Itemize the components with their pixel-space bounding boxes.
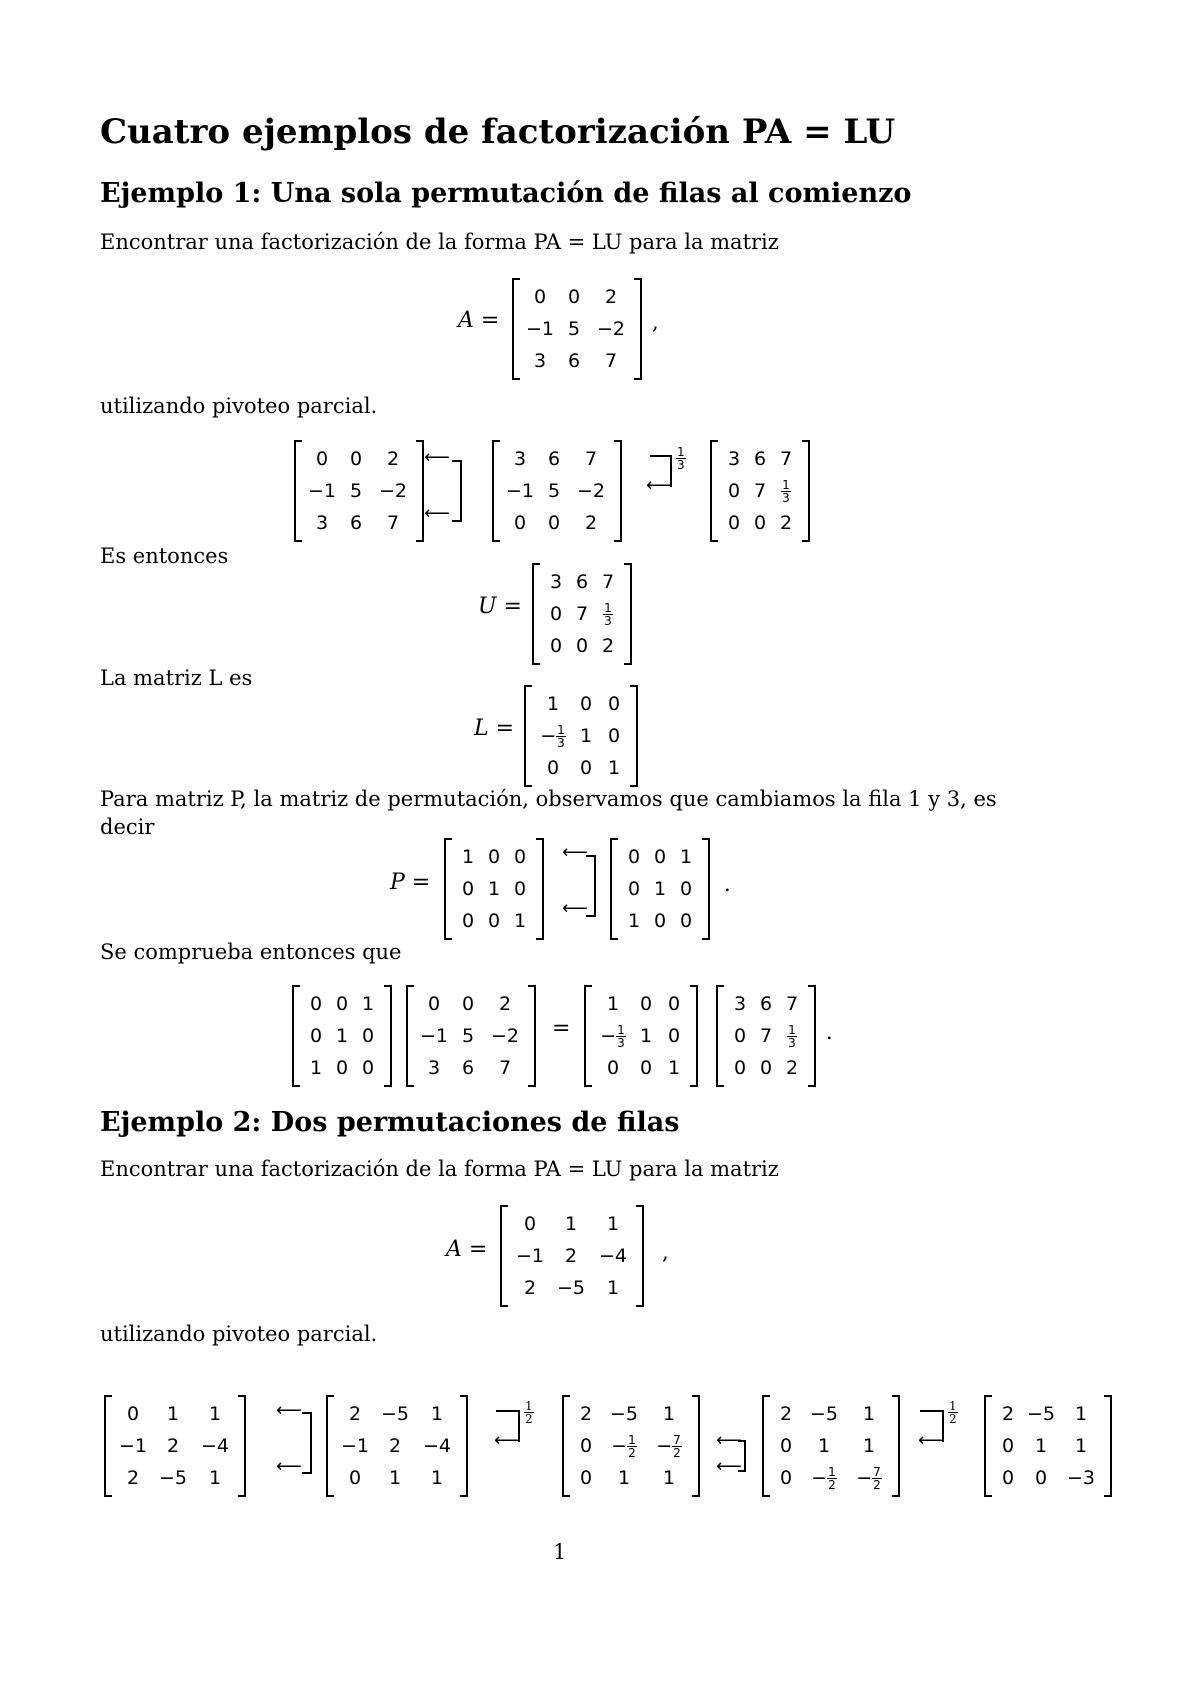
matrix-cell: 7 bbox=[601, 571, 615, 593]
bracket-left bbox=[532, 563, 540, 665]
matrix-cell: 6 bbox=[547, 448, 561, 470]
matrix-cell: −1 bbox=[525, 318, 554, 340]
period-2: . bbox=[826, 1020, 833, 1044]
bracket-left bbox=[492, 440, 500, 542]
matrix-cell: 7 bbox=[753, 480, 767, 502]
matrix-cell: 5 bbox=[547, 480, 561, 502]
matrix-cell: 1 bbox=[606, 1277, 620, 1299]
example-2-heading: Ejemplo 2: Dos permutaciones de filas bbox=[100, 1107, 680, 1138]
bracket-right bbox=[690, 985, 698, 1087]
matrix-step2-ex1 bbox=[492, 440, 622, 542]
matrix-cell: 0 bbox=[579, 757, 593, 779]
matrix-cell: 1 bbox=[617, 1467, 631, 1489]
matrix-cell: 1 bbox=[817, 1435, 831, 1457]
matrix-cell: 0 bbox=[461, 878, 475, 900]
matrix-cell: 3 bbox=[315, 512, 329, 534]
bracket-right bbox=[416, 440, 424, 542]
swap-arrow-top-icon: ⟵ bbox=[424, 447, 450, 468]
row-op2-arrow-icon: ⟵ bbox=[494, 1430, 520, 1451]
matrix-cell: −5 bbox=[380, 1403, 409, 1425]
matrix-cell: 0 bbox=[309, 993, 323, 1015]
matrix-cell: 0 bbox=[315, 448, 329, 470]
matrix-cell: 5 bbox=[461, 1025, 475, 1047]
matrix-cell: 1 bbox=[361, 993, 375, 1015]
matrix-cell: −2 bbox=[490, 1025, 519, 1047]
matrix-cell: 1 bbox=[639, 1025, 653, 1047]
bracket-right bbox=[536, 838, 544, 940]
matrix-cell: 2 bbox=[584, 512, 598, 534]
matrix-cell: 0 bbox=[335, 993, 349, 1015]
matrix-cell: 6 bbox=[461, 1057, 475, 1079]
matrix-cell: 0 bbox=[513, 512, 527, 534]
matrix-cell: 3 bbox=[549, 571, 563, 593]
matrix-cell: 2 bbox=[348, 1403, 362, 1425]
matrix-cell: 2 bbox=[785, 1057, 799, 1079]
matrix-step1-ex2 bbox=[104, 1395, 246, 1497]
matrix-cell: 0 bbox=[639, 993, 653, 1015]
matrix-cell: 7 bbox=[785, 993, 799, 1015]
matrix-cell: 1 bbox=[607, 757, 621, 779]
period: . bbox=[724, 872, 731, 896]
matrix-cell: −5 bbox=[556, 1277, 585, 1299]
label-U: U = bbox=[478, 594, 522, 619]
swap2-arrow-bottom-icon: ⟵ bbox=[276, 1456, 302, 1477]
matrix-cell: 0 bbox=[607, 725, 621, 747]
matrix-cell: 1 bbox=[1074, 1403, 1088, 1425]
bracket-right bbox=[692, 1395, 700, 1497]
matrix-cell: $\frac{1}{3}$ bbox=[788, 1023, 796, 1050]
matrix-cell: $\frac{1}{3}$ bbox=[782, 478, 790, 505]
example-1-intro: Encontrar una factorización de la forma PA = LU para la matriz bbox=[100, 230, 779, 254]
pivot-text-ex2: utilizando pivoteo parcial. bbox=[100, 1322, 378, 1346]
matrix-cell: 5 bbox=[349, 480, 363, 502]
matrix-cell: −2 bbox=[596, 318, 625, 340]
matrix-step3-ex1 bbox=[710, 440, 810, 542]
matrix-cell: −4 bbox=[422, 1435, 451, 1457]
matrix-cell: 0 bbox=[513, 878, 527, 900]
matrix-P bbox=[610, 838, 710, 940]
matrix-cell: 0 bbox=[733, 1057, 747, 1079]
matrix-cell: 0 bbox=[679, 878, 693, 900]
matrix-cell: 0 bbox=[1034, 1467, 1048, 1489]
matrix-cell: 1 bbox=[579, 725, 593, 747]
matrix-cell: 1 bbox=[606, 993, 620, 1015]
matrix-cell: 0 bbox=[753, 512, 767, 534]
bracket-left bbox=[294, 440, 302, 542]
perm-bracket-icon bbox=[586, 855, 596, 917]
matrix-cell: −3 bbox=[1066, 1467, 1095, 1489]
matrix-cell: 7 bbox=[759, 1025, 773, 1047]
matrix-cell: 3 bbox=[533, 350, 547, 372]
matrix-cell: 1 bbox=[208, 1467, 222, 1489]
matrix-cell: 0 bbox=[533, 286, 547, 308]
matrix-cell: 0 bbox=[653, 846, 667, 868]
matrix-cell: 2 bbox=[386, 448, 400, 470]
decir-text: decir bbox=[100, 815, 155, 839]
matrix-A-ex2 bbox=[500, 1205, 644, 1307]
matrix-cell: 1 bbox=[487, 878, 501, 900]
matrix-cell: 0 bbox=[667, 993, 681, 1015]
label-A: A = bbox=[458, 308, 500, 333]
matrix-cell: 1 bbox=[461, 846, 475, 868]
row-op3-label: $\frac{1}{2}$ bbox=[949, 1399, 957, 1426]
matrix-cell: 2 bbox=[523, 1277, 537, 1299]
matrix-cell: 0 bbox=[579, 1467, 593, 1489]
matrix-cell: 1 bbox=[208, 1403, 222, 1425]
bracket-right bbox=[528, 985, 536, 1087]
matrix-cell: 1 bbox=[309, 1057, 323, 1079]
matrix-cell: 1 bbox=[606, 1213, 620, 1235]
row-op-arrow-icon: ⟵ bbox=[646, 475, 672, 496]
bracket-right bbox=[630, 685, 638, 787]
bracket-left bbox=[104, 1395, 112, 1497]
matrix-step2-ex2 bbox=[326, 1395, 468, 1497]
swap3-arrow-top-icon: ⟵ bbox=[716, 1430, 742, 1451]
matrix-cell: 2 bbox=[604, 286, 618, 308]
matrix-cell: −5 bbox=[809, 1403, 838, 1425]
label-L: L = bbox=[474, 716, 515, 741]
matrix-cell: 0 bbox=[667, 1025, 681, 1047]
matrix-cell: −5 bbox=[158, 1467, 187, 1489]
matrix-cell: − $\frac{1}{3}$ bbox=[600, 1023, 625, 1050]
bracket-left bbox=[444, 838, 452, 940]
matrix-A-ex1 bbox=[512, 278, 642, 380]
bracket-right bbox=[702, 838, 710, 940]
bracket-right bbox=[802, 440, 810, 542]
row-op-label: $\frac{1}{3}$ bbox=[677, 445, 685, 472]
matrix-cell: 0 bbox=[348, 1467, 362, 1489]
matrix-cell: 2 bbox=[498, 993, 512, 1015]
matrix-cell: 0 bbox=[427, 993, 441, 1015]
matrix-step5-ex2 bbox=[984, 1395, 1112, 1497]
bracket-left bbox=[326, 1395, 334, 1497]
matrix-cell: − $\frac{1}{3}$ bbox=[540, 723, 565, 750]
matrix-cell: 1 bbox=[564, 1213, 578, 1235]
matrix-cell: 0 bbox=[487, 910, 501, 932]
matrix-cell: 0 bbox=[579, 1435, 593, 1457]
matrix-step1-ex1 bbox=[294, 440, 424, 542]
matrix-cell: 7 bbox=[604, 350, 618, 372]
matrix-cell: −4 bbox=[598, 1245, 627, 1267]
matrix-cell: −1 bbox=[505, 480, 534, 502]
matrix-cell: 1 bbox=[662, 1403, 676, 1425]
label-A-ex2: A = bbox=[446, 1237, 488, 1262]
bracket-right bbox=[614, 440, 622, 542]
bracket-right bbox=[384, 985, 392, 1087]
matrix-cell: −4 bbox=[200, 1435, 229, 1457]
matrix-cell: 0 bbox=[547, 512, 561, 534]
matrix-L bbox=[524, 685, 638, 787]
matrix-cell: 0 bbox=[549, 603, 563, 625]
swap3-bracket-icon bbox=[738, 1440, 746, 1472]
matrix-cell: 1 bbox=[653, 878, 667, 900]
matrix-cell: 7 bbox=[584, 448, 598, 470]
matrix-cell: 1 bbox=[627, 910, 641, 932]
matrix-cell: − $\frac{1}{2}$ bbox=[811, 1465, 836, 1492]
matrix-cell: 2 bbox=[601, 635, 615, 657]
matrix-cell: −1 bbox=[307, 480, 336, 502]
matrix-cell: 2 bbox=[779, 1403, 793, 1425]
matrix-cell: 0 bbox=[759, 1057, 773, 1079]
bracket-right bbox=[634, 278, 642, 380]
verify-U bbox=[716, 985, 816, 1087]
bracket-left bbox=[500, 1205, 508, 1307]
matrix-cell: 1 bbox=[166, 1403, 180, 1425]
bracket-left bbox=[292, 985, 300, 1087]
bracket-right bbox=[1104, 1395, 1112, 1497]
matrix-cell: 1 bbox=[662, 1467, 676, 1489]
bracket-right bbox=[808, 985, 816, 1087]
comma-ex2: , bbox=[662, 1240, 669, 1264]
matrix-cell: 1 bbox=[862, 1403, 876, 1425]
matrix-cell: 0 bbox=[335, 1057, 349, 1079]
row-op2-label: $\frac{1}{2}$ bbox=[525, 1399, 533, 1426]
matrix-cell: 6 bbox=[349, 512, 363, 534]
bracket-right bbox=[460, 1395, 468, 1497]
matrix-cell: 2 bbox=[579, 1403, 593, 1425]
verify-L bbox=[584, 985, 698, 1087]
bracket-left bbox=[710, 440, 718, 542]
bracket-left bbox=[610, 838, 618, 940]
matrix-cell: 0 bbox=[549, 635, 563, 657]
row-op3-arrow-icon: ⟵ bbox=[918, 1430, 944, 1451]
matrix-cell: 0 bbox=[126, 1403, 140, 1425]
bracket-left bbox=[524, 685, 532, 787]
matrix-cell: 1 bbox=[388, 1467, 402, 1489]
matrix-cell: 0 bbox=[546, 757, 560, 779]
comma: , bbox=[652, 310, 659, 334]
matrix-cell: 0 bbox=[461, 993, 475, 1015]
matrix-cell: − $\frac{7}{2}$ bbox=[656, 1433, 681, 1460]
bracket-right bbox=[636, 1205, 644, 1307]
perm-arrow-top-icon: ⟵ bbox=[562, 842, 588, 863]
matrix-cell: 0 bbox=[349, 448, 363, 470]
bracket-left bbox=[716, 985, 724, 1087]
matrix-cell: 0 bbox=[627, 878, 641, 900]
bracket-right bbox=[624, 563, 632, 665]
pivot-text-ex1: utilizando pivoteo parcial. bbox=[100, 394, 378, 418]
matrix-cell: −1 bbox=[515, 1245, 544, 1267]
matrix-cell: 0 bbox=[1001, 1467, 1015, 1489]
matrix-cell: 0 bbox=[309, 1025, 323, 1047]
swap2-arrow-top-icon: ⟵ bbox=[276, 1400, 302, 1421]
matrix-cell: 2 bbox=[1001, 1403, 1015, 1425]
bracket-left bbox=[984, 1395, 992, 1497]
matrix-cell: 6 bbox=[753, 448, 767, 470]
matrix-cell: 7 bbox=[498, 1057, 512, 1079]
matrix-cell: − $\frac{1}{2}$ bbox=[611, 1433, 636, 1460]
matrix-cell: 0 bbox=[733, 1025, 747, 1047]
label-P: P = bbox=[390, 870, 431, 895]
matrix-cell: 1 bbox=[546, 693, 560, 715]
matrix-cell: 0 bbox=[1001, 1435, 1015, 1457]
matrix-cell: 7 bbox=[575, 603, 589, 625]
matrix-cell: −1 bbox=[340, 1435, 369, 1457]
matrix-cell: 1 bbox=[430, 1467, 444, 1489]
matrix-cell: 0 bbox=[361, 1057, 375, 1079]
perm-arrow-bottom-icon: ⟵ bbox=[562, 898, 588, 919]
matrix-cell: 0 bbox=[461, 910, 475, 932]
matrix-cell: 0 bbox=[487, 846, 501, 868]
matrix-cell: −1 bbox=[419, 1025, 448, 1047]
matrix-cell: 0 bbox=[727, 512, 741, 534]
bracket-left bbox=[512, 278, 520, 380]
matrix-cell: 3 bbox=[727, 448, 741, 470]
swap3-arrow-bottom-icon: ⟵ bbox=[716, 1456, 742, 1477]
matrix-cell: 0 bbox=[513, 846, 527, 868]
page-title: Cuatro ejemplos de factorización PA = LU bbox=[100, 112, 896, 152]
matrix-cell: −2 bbox=[576, 480, 605, 502]
matrix-cell: 2 bbox=[126, 1467, 140, 1489]
matrix-cell: −5 bbox=[609, 1403, 638, 1425]
matrix-cell: 0 bbox=[607, 693, 621, 715]
matrix-cell: 1 bbox=[667, 1057, 681, 1079]
example-1-heading: Ejemplo 1: Una sola permutación de filas al comienzo bbox=[100, 178, 912, 209]
matrix-cell: 0 bbox=[653, 910, 667, 932]
matrix-cell: 1 bbox=[430, 1403, 444, 1425]
bracket-left bbox=[406, 985, 414, 1087]
matrix-cell: 6 bbox=[567, 350, 581, 372]
matrix-cell: 1 bbox=[1074, 1435, 1088, 1457]
matrix-cell: 0 bbox=[639, 1057, 653, 1079]
se-comprueba: Se comprueba entonces que bbox=[100, 940, 402, 964]
matrix-identity bbox=[444, 838, 544, 940]
matrix-cell: 3 bbox=[427, 1057, 441, 1079]
bracket-left bbox=[584, 985, 592, 1087]
matrix-cell: 0 bbox=[627, 846, 641, 868]
matrix-cell: 7 bbox=[779, 448, 793, 470]
matrix-cell: 6 bbox=[759, 993, 773, 1015]
equals-sign: = bbox=[552, 1016, 571, 1041]
matrix-cell: 0 bbox=[575, 635, 589, 657]
swap2-bracket-icon bbox=[302, 1412, 312, 1474]
matrix-U bbox=[532, 563, 632, 665]
swap-arrow-bottom-icon: ⟵ bbox=[424, 503, 450, 524]
matrix-cell: 0 bbox=[567, 286, 581, 308]
bracket-right bbox=[892, 1395, 900, 1497]
matrix-cell: − $\frac{7}{2}$ bbox=[856, 1465, 881, 1492]
matrix-cell: $\frac{1}{3}$ bbox=[604, 601, 612, 628]
es-entonces: Es entonces bbox=[100, 544, 229, 568]
matrix-cell: 1 bbox=[679, 846, 693, 868]
verify-A bbox=[406, 985, 536, 1087]
matrix-cell: 0 bbox=[727, 480, 741, 502]
matrix-step3-ex2 bbox=[562, 1395, 700, 1497]
matrix-cell: −5 bbox=[1026, 1403, 1055, 1425]
matrix-cell: 0 bbox=[606, 1057, 620, 1079]
matrix-cell: 1 bbox=[1034, 1435, 1048, 1457]
matrix-cell: 2 bbox=[166, 1435, 180, 1457]
matrix-cell: 5 bbox=[567, 318, 581, 340]
bracket-left bbox=[762, 1395, 770, 1497]
la-matriz-L: La matriz L es bbox=[100, 666, 253, 690]
matrix-step4-ex2 bbox=[762, 1395, 900, 1497]
matrix-cell: 1 bbox=[335, 1025, 349, 1047]
page-number: 1 bbox=[553, 1540, 567, 1564]
swap-bracket-icon bbox=[452, 460, 462, 522]
matrix-cell: 0 bbox=[361, 1025, 375, 1047]
matrix-cell: 0 bbox=[579, 693, 593, 715]
bracket-right bbox=[238, 1395, 246, 1497]
matrix-cell: 1 bbox=[513, 910, 527, 932]
matrix-cell: 7 bbox=[386, 512, 400, 534]
matrix-cell: 3 bbox=[513, 448, 527, 470]
bracket-left bbox=[562, 1395, 570, 1497]
matrix-cell: 1 bbox=[862, 1435, 876, 1457]
matrix-cell: 2 bbox=[388, 1435, 402, 1457]
matrix-cell: 0 bbox=[679, 910, 693, 932]
matrix-cell: −1 bbox=[118, 1435, 147, 1457]
matrix-cell: 0 bbox=[779, 1467, 793, 1489]
matrix-cell: −2 bbox=[378, 480, 407, 502]
matrix-cell: 2 bbox=[564, 1245, 578, 1267]
matrix-cell: 0 bbox=[779, 1435, 793, 1457]
example-2-intro: Encontrar una factorización de la forma PA = LU para la matriz bbox=[100, 1157, 779, 1181]
matrix-cell: 3 bbox=[733, 993, 747, 1015]
matrix-cell: 2 bbox=[779, 512, 793, 534]
matrix-cell: 6 bbox=[575, 571, 589, 593]
verify-P bbox=[292, 985, 392, 1087]
para-matriz-text: Para matriz P, la matriz de permutación, observamos que cambiamos la fila 1 y 3, es bbox=[100, 787, 997, 811]
matrix-cell: 0 bbox=[523, 1213, 537, 1235]
